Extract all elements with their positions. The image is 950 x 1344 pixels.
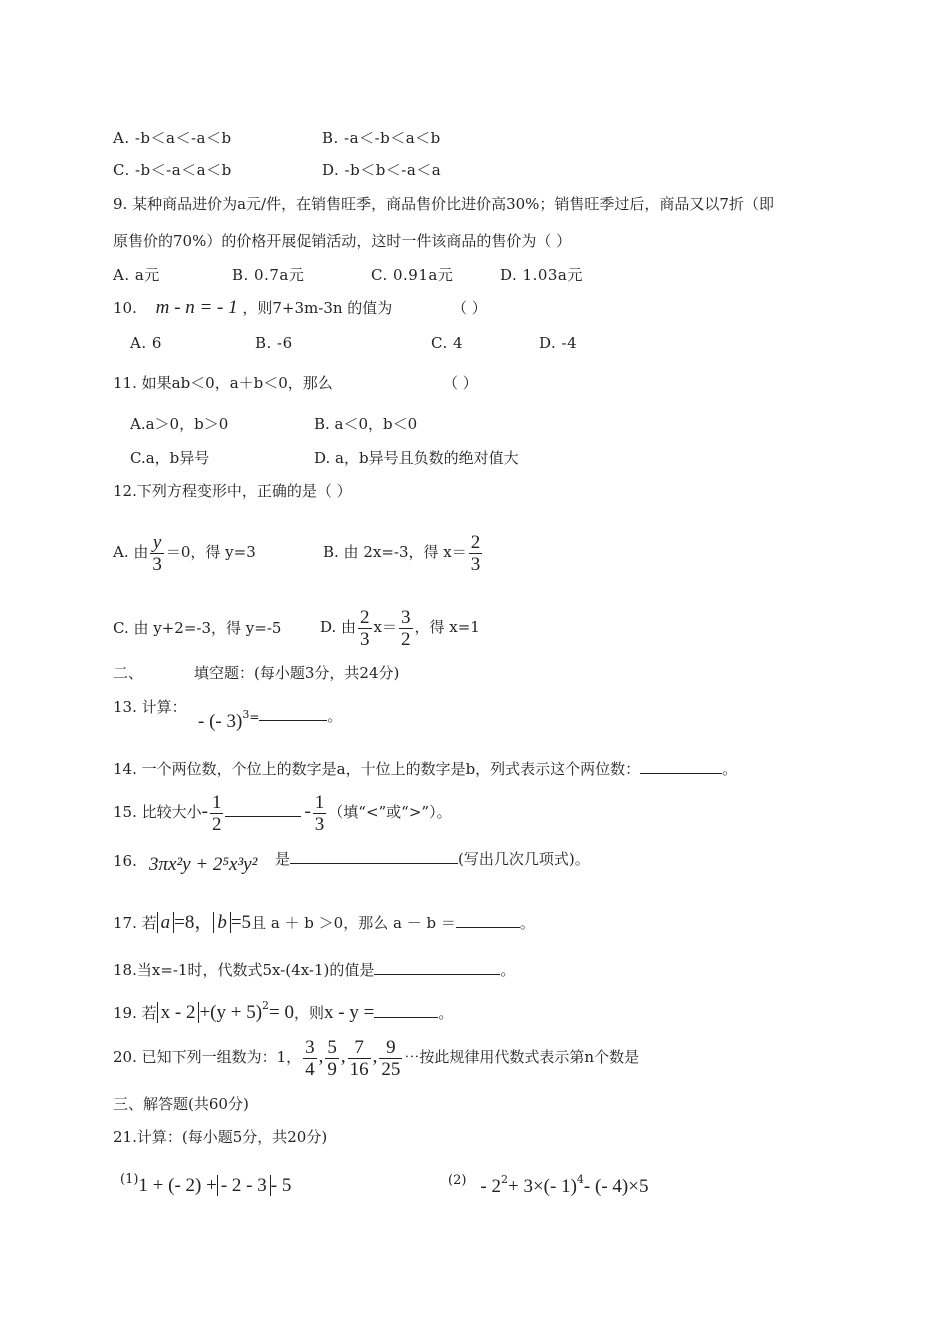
q10-option-c: C. 4 bbox=[431, 334, 464, 352]
q18-stem bbox=[113, 960, 515, 980]
q12-a-frac-num: y bbox=[150, 532, 164, 554]
q13-equals: = bbox=[249, 710, 260, 724]
q15-minus2: - bbox=[304, 801, 311, 822]
q20-frac1-num: 3 bbox=[305, 1036, 315, 1058]
section2-title: 填空题：(每小题3分，共24分) bbox=[194, 664, 400, 682]
q20-frac2-num: 5 bbox=[327, 1036, 337, 1058]
q15-text: 15. 比较大小 bbox=[113, 803, 202, 821]
q20-frac1-den: 4 bbox=[305, 1058, 315, 1080]
q20-fraction-4 bbox=[379, 1037, 402, 1080]
q12-a-frac-den: 3 bbox=[152, 553, 162, 575]
q16-number: 16. bbox=[113, 852, 137, 870]
q12-a-prefix: A. 由 bbox=[113, 543, 149, 561]
q9-option-d: D. 1.03a元 bbox=[500, 266, 583, 284]
q13-answer-blank[interactable] bbox=[259, 706, 327, 721]
q14-period: 。 bbox=[722, 760, 738, 778]
q21-part1-abs: - 2 - 3 bbox=[217, 1175, 271, 1196]
q21-part2-expr: - 2 bbox=[480, 1176, 501, 1197]
q8-option-a: A. -b＜a＜-a＜b bbox=[113, 129, 232, 147]
q12-d-fraction2 bbox=[399, 607, 413, 650]
q18-period: 。 bbox=[500, 961, 516, 979]
q19-exponent: 2 bbox=[262, 999, 270, 1012]
q16-answer-blank[interactable] bbox=[290, 849, 458, 864]
q20-fraction-1 bbox=[303, 1037, 317, 1080]
q20-fraction-2 bbox=[325, 1037, 339, 1080]
q20-frac2-den: 9 bbox=[327, 1058, 337, 1080]
q21-part2-exp: 2 bbox=[501, 1173, 508, 1186]
q21-part1 bbox=[120, 1166, 291, 1200]
q10-answer-paren: （ ） bbox=[452, 299, 487, 317]
q15-minus1: - bbox=[201, 801, 208, 822]
q21-part1-tail: - 5 bbox=[270, 1175, 292, 1196]
q12-option-d bbox=[320, 605, 480, 650]
q19-plus: + bbox=[199, 1002, 211, 1023]
q16-shi: 是 bbox=[275, 850, 291, 868]
q9-option-a: A. a元 bbox=[113, 266, 160, 284]
q21-part2-tail: - (- 4)×5 bbox=[583, 1176, 649, 1197]
q18-answer-blank[interactable] bbox=[374, 960, 500, 975]
q12-d-frac1-num: 2 bbox=[360, 606, 370, 628]
q20-stem: 20. 已知下列一组数为：1， $\frac{3}{4}$ , $\frac{5}{9}$ , $\frac{7}{16}$ , $\frac{9}{25}$ ⋯按此规律用代数式表示第n个数是 bbox=[113, 1036, 640, 1080]
q21-part1-expr: 1 + (- 2) + bbox=[138, 1175, 217, 1196]
q15-frac1-num: 1 bbox=[211, 791, 222, 813]
q13-exponent: 3 bbox=[242, 708, 250, 721]
q10-condition: ，则7+3m-3n 的值为 bbox=[242, 299, 393, 317]
q12-d-suffix: ，得 x=1 bbox=[414, 618, 480, 636]
q17-abs-b: b bbox=[213, 912, 231, 933]
q12-b-fraction bbox=[469, 532, 483, 575]
q16-instruction: (写出几次几项式)。 bbox=[458, 850, 590, 868]
section2-number: 二、 bbox=[113, 664, 144, 682]
q20-frac4-den: 25 bbox=[381, 1058, 401, 1080]
q12-b-frac-num: 2 bbox=[470, 531, 481, 553]
q12-b-frac-den: 3 bbox=[470, 553, 481, 575]
q18-text: 18.当x=-1时，代数式5x-(4x-1)的值是 bbox=[113, 961, 375, 979]
q9-option-c: C. 0.91a元 bbox=[371, 266, 454, 284]
q16-expr: 3πx²y + 2⁵x³y² bbox=[149, 854, 258, 875]
q10-option-b: B. -6 bbox=[255, 334, 293, 352]
q14-stem bbox=[113, 759, 737, 779]
q21-part2-exp2: 4 bbox=[576, 1173, 584, 1186]
q8-option-c: C. -b＜-a＜a＜b bbox=[113, 161, 232, 179]
q14-answer-blank[interactable] bbox=[640, 759, 722, 774]
q15-stem bbox=[113, 790, 452, 835]
q13-expression bbox=[198, 705, 342, 732]
q19-text: 19. 若 bbox=[113, 1004, 157, 1022]
q15-frac2-num: 1 bbox=[314, 791, 325, 813]
q17-eq1: =8， bbox=[174, 912, 214, 933]
q11-option-a: A.a＞0，b＞0 bbox=[130, 415, 229, 433]
q15-answer-blank[interactable] bbox=[225, 802, 301, 817]
q20-frac4-num: 9 bbox=[379, 1037, 402, 1059]
q19-answer-blank[interactable] bbox=[374, 1003, 438, 1018]
q16-tail bbox=[275, 849, 590, 869]
q19-then: ，则 bbox=[294, 1004, 325, 1022]
q12-option-b bbox=[323, 530, 484, 575]
q9-stem-line1: 9. 某种商品进价为a元/件，在销售旺季，商品售价比进价高30%；销售旺季过后，商品又以7折（即 bbox=[113, 195, 774, 213]
q15-fraction2 bbox=[313, 792, 327, 835]
q19-xy: x - y = bbox=[324, 1002, 375, 1023]
q11-option-d: D. a，b异号且负数的绝对值大 bbox=[314, 449, 519, 467]
q13-stem: 13. 计算： bbox=[113, 698, 187, 716]
q19-paren: (y + 5) bbox=[210, 1002, 263, 1023]
q20-fraction-3 bbox=[348, 1037, 371, 1080]
q12-stem: 12.下列方程变形中，正确的是（ ） bbox=[113, 482, 352, 500]
q15-instruction: （填“<”或“>”）。 bbox=[328, 803, 452, 821]
q17-condition: 且 a ＋ b ＞0，那么 a － b ＝ bbox=[251, 914, 456, 932]
q17-abs-a: a bbox=[157, 912, 175, 933]
q12-d-frac1-den: 3 bbox=[360, 628, 370, 650]
q15-fraction1 bbox=[210, 792, 224, 835]
q11-option-b: B. a＜0，b＜0 bbox=[314, 415, 418, 433]
q17-period: 。 bbox=[519, 914, 535, 932]
q13-expr: - (- 3) bbox=[198, 711, 243, 732]
q12-a-suffix: ＝0，得 y=3 bbox=[165, 543, 256, 561]
q12-d-middle: x＝ bbox=[373, 618, 397, 636]
q9-option-b: B. 0.7a元 bbox=[232, 266, 305, 284]
q11-option-c: C.a，b异号 bbox=[130, 449, 210, 467]
q12-d-frac2-den: 2 bbox=[401, 628, 411, 650]
q21-part2-mid: + 3×(- 1) bbox=[508, 1176, 577, 1197]
q19-eq: = 0 bbox=[269, 1002, 295, 1023]
q12-d-fraction1 bbox=[358, 607, 372, 650]
q11-stem: 11. 如果ab＜0，a＋b＜0，那么 bbox=[113, 374, 333, 392]
q20-instruction: ⋯按此规律用代数式表示第n个数是 bbox=[404, 1048, 640, 1066]
q20-text: 20. 已知下列一组数为：1， bbox=[113, 1048, 302, 1066]
q17-stem bbox=[113, 910, 535, 936]
q10-option-d: D. -4 bbox=[539, 334, 578, 352]
q11-answer-paren: （ ） bbox=[443, 374, 478, 392]
q16-expression bbox=[149, 855, 257, 875]
q9-stem-line2: 原售价的70%）的价格开展促销活动，这时一件该商品的售价为（ ） bbox=[113, 232, 572, 250]
q12-a-fraction bbox=[150, 532, 164, 575]
q12-d-frac2-num: 3 bbox=[401, 606, 411, 628]
section3-title: 三、解答题(共60分) bbox=[113, 1095, 249, 1113]
q21-part2 bbox=[448, 1166, 648, 1201]
q21-stem: 21.计算：(每小题5分，共20分) bbox=[113, 1128, 328, 1146]
q21-part1-label: (1) bbox=[120, 1172, 139, 1187]
q10-expression: m - n = - 1 bbox=[155, 297, 238, 318]
q10-option-a: A. 6 bbox=[130, 334, 162, 352]
q17-answer-blank[interactable] bbox=[456, 913, 520, 928]
q8-option-d: D. -b＜b＜-a＜a bbox=[322, 161, 442, 179]
q10-number: 10. bbox=[113, 299, 137, 317]
q19-stem bbox=[113, 993, 453, 1026]
q12-b-prefix: B. 由 2x=-3，得 x＝ bbox=[323, 543, 467, 561]
q20-frac3-den: 16 bbox=[349, 1058, 369, 1080]
q14-text: 14. 一个两位数，个位上的数字是a，十位上的数字是b，列式表示这个两位数： bbox=[113, 760, 641, 778]
q19-abs: x - 2 bbox=[157, 1002, 200, 1023]
q15-frac1-den: 2 bbox=[211, 813, 222, 835]
q8-option-b: B. -a＜-b＜a＜b bbox=[322, 129, 441, 147]
q10-stem bbox=[113, 298, 392, 318]
q20-frac3-num: 7 bbox=[348, 1037, 371, 1059]
q19-period: 。 bbox=[438, 1004, 454, 1022]
q17-text: 17. 若 bbox=[113, 914, 157, 932]
q13-period: 。 bbox=[327, 707, 343, 725]
q21-part2-label: (2) bbox=[448, 1173, 467, 1188]
q12-option-c: C. 由 y+2=-3，得 y=-5 bbox=[113, 619, 282, 637]
q17-eq2: =5 bbox=[230, 912, 252, 933]
q12-option-a bbox=[113, 530, 256, 575]
q15-frac2-den: 3 bbox=[314, 813, 325, 835]
q12-d-prefix: D. 由 bbox=[320, 618, 357, 636]
